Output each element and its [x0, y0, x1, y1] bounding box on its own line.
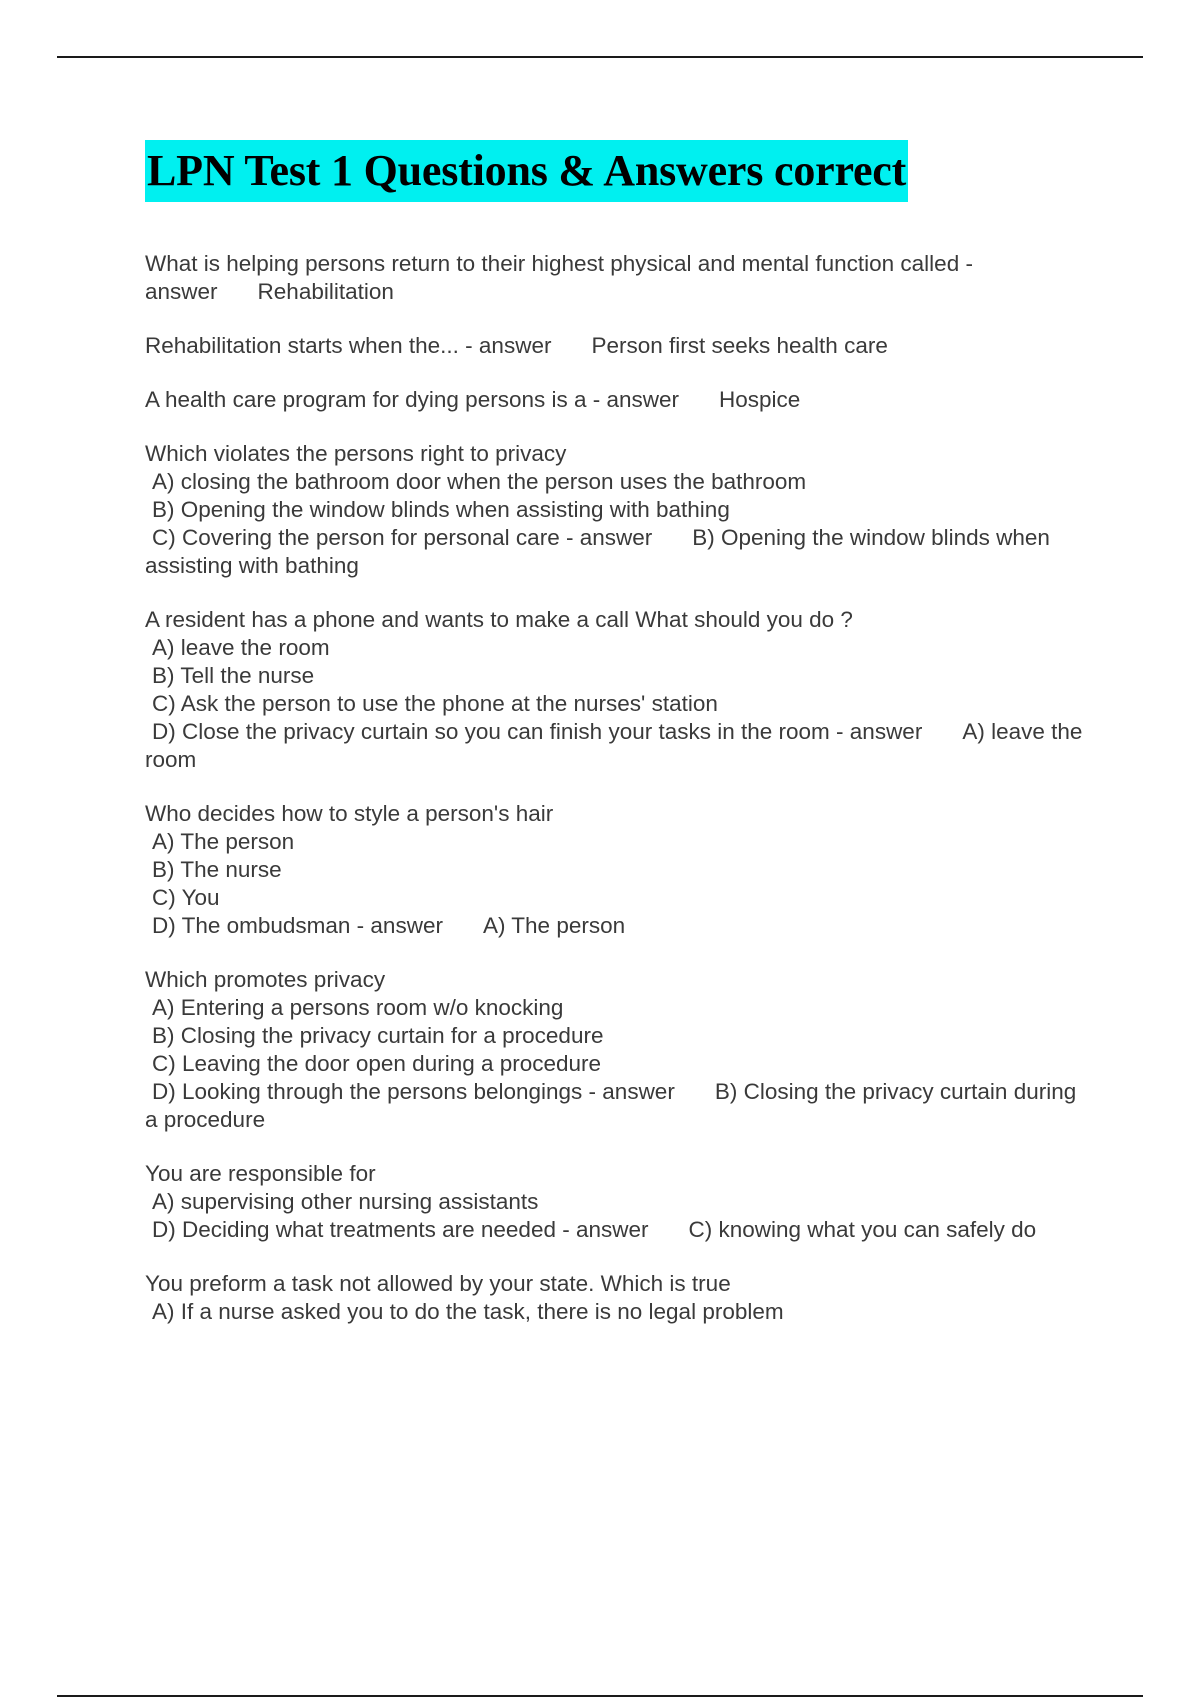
option-text: D) Close the privacy curtain so you can finish your tasks in the room - answer [152, 719, 923, 744]
qa-item [145, 1270, 1085, 1326]
question-text: Who decides how to style a person's hair [145, 801, 554, 826]
document-body [145, 140, 1089, 1352]
header-rule [57, 56, 1143, 58]
footer-rule [57, 1695, 1143, 1697]
question-text: What is helping persons return to their highest physical and mental function called - [145, 251, 973, 276]
qa-item [145, 386, 1085, 414]
qa-item [145, 250, 1085, 306]
question-text: You preform a task not allowed by your state. Which is true [145, 1271, 731, 1296]
qa-item [145, 1160, 1085, 1244]
option-text: B) Opening the window blinds when assisting with bathing [152, 497, 730, 522]
qa-item [145, 606, 1089, 774]
option-text: C) You [152, 885, 220, 910]
qa-item [145, 800, 1085, 940]
option-text: D) Looking through the persons belongings - answer [152, 1079, 675, 1104]
qa-item [145, 966, 1085, 1134]
question-text: You are responsible for [145, 1161, 376, 1186]
option-text: B) Closing the privacy curtain for a procedure [152, 1023, 604, 1048]
qa-list [145, 250, 1089, 1326]
option-text: A) The person [152, 829, 295, 854]
question-text: Which promotes privacy [145, 967, 386, 992]
qa-item [145, 440, 1085, 580]
option-text: A) leave the room [152, 635, 330, 660]
answer-text: A) The person [482, 913, 626, 938]
answer-text: Hospice [719, 387, 801, 412]
option-text: C) Covering the person for personal care - answer [152, 525, 653, 550]
answer-text: B) Closing the privacy curtain during a procedure [145, 1079, 1083, 1132]
answer-text: C) knowing what you can safely do [688, 1217, 1037, 1242]
option-text: D) The ombudsman - answer [152, 913, 443, 938]
option-text: C) Ask the person to use the phone at the nurses' station [152, 691, 718, 716]
qa-item [145, 332, 1085, 360]
document-title: LPN Test 1 Questions & Answers correct [145, 140, 908, 202]
answer-text: Person first seeks health care [591, 333, 888, 358]
question-text: A resident has a phone and wants to make a call What should you do ? [145, 607, 853, 632]
option-text: C) Leaving the door open during a procedure [152, 1051, 602, 1076]
option-text: A) closing the bathroom door when the person uses the bathroom [152, 469, 807, 494]
answer-text: Rehabilitation [257, 279, 394, 304]
option-text: A) If a nurse asked you to do the task, there is no legal problem [152, 1299, 784, 1324]
option-text: A) Entering a persons room w/o knocking [152, 995, 564, 1020]
question-text: A health care program for dying persons is a - answer [145, 387, 680, 412]
question-text: Which violates the persons right to privacy [145, 441, 567, 466]
answer-text: B) Opening the window blinds when assisting with bathing [145, 525, 1057, 578]
answer-label: answer [145, 279, 218, 304]
option-text: B) The nurse [152, 857, 282, 882]
answer-text: A) leave the room [145, 719, 1089, 772]
option-text: A) supervising other nursing assistants [152, 1189, 539, 1214]
question-text: Rehabilitation starts when the... - answer [145, 333, 552, 358]
option-text: D) Deciding what treatments are needed - answer [152, 1217, 649, 1242]
option-text: B) Tell the nurse [152, 663, 315, 688]
